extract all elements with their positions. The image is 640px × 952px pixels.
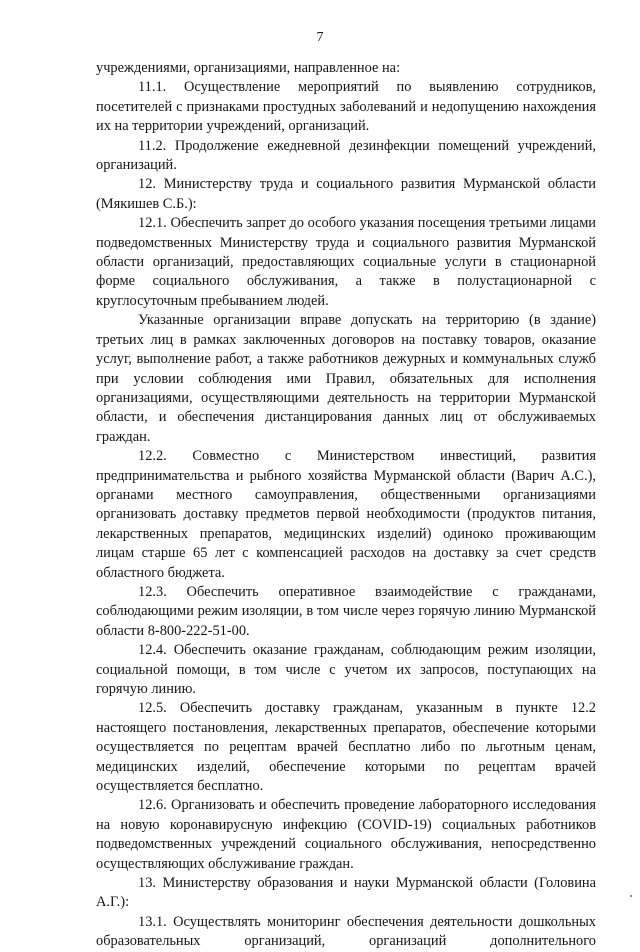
paragraph-13-1: 13.1. Осуществлять мониторинг обеспечения деятельности дошкольных образовательных организаций, организаций дополнительного <box>96 913 596 950</box>
paragraph-11-1: 11.1. Осуществление мероприятий по выявлению сотрудников, посетителей с признаками простудных заболеваний и недопущению нахождения их на территории учреждений, организаций. <box>96 79 596 135</box>
paragraph-continuation: учреждениями, организациями, направленное на: <box>96 60 401 76</box>
paragraph-12: 12. Министерству труда и социального развития Мурманской области (Мякишев С.Б.): <box>96 176 596 212</box>
paragraph-12-2: 12.2. Совместно с Министерством инвестиций, развития предпринимательства и рыбного хозяйства Мурманской области (Варич А.С.), органами местного самоуправления, общественными организациями организовать доставку предметов первой необходимости (продуктов питания, лекарственных препаратов, медицинских изделий) одиноко проживающим лицам старше 65 лет с компенсацией расходов на доставку за счет средств областного бюджета. <box>96 448 596 581</box>
paragraph-13: 13. Министерству образования и науки Мурманской области (Головина А.Г.): <box>96 875 596 911</box>
paragraph-12-1-note: Указанные организации вправе допускать на территорию (в здание) третьих лиц в рамках заключенных договоров на поставку товаров, оказание услуг, выполнение работ, а также работников дежурных и коммунальных служб при условии соблюдения ими Правил, обязательных для исполнения организациями, осуществляющими деятельность на территории Мурманской области, и обеспечения дистанцирования данных лиц от обслуживаемых граждан. <box>96 312 596 445</box>
paragraph-12-4: 12.4. Обеспечить оказание гражданам, соблюдающим режим изоляции, социальной помощи, в том числе с учетом их запросов, поступающих на горячую линию. <box>96 642 596 697</box>
paragraph-12-3: 12.3. Обеспечить оперативное взаимодействие с гражданами, соблюдающими режим изоляции, в том числе через горячую линию Мурманской области 8-800-222-51-00. <box>96 583 596 639</box>
paragraph-11-2: 11.2. Продолжение ежедневной дезинфекции помещений учреждений, организаций. <box>96 137 596 174</box>
page-number: 7 <box>316 30 324 45</box>
paragraph-12-1: 12.1. Обеспечить запрет до особого указания посещения третьими лицами подведомственных Министерству труда и социального развития Мурманской области организаций, предоставляющих социальные услуги в стационарной форме социального обслуживания, а также в полустационарной с круглосуточным пребыванием людей. <box>96 215 596 309</box>
paragraph-12-6: 12.6. Организовать и обеспечить проведение лабораторного исследования на новую коронавирусную инфекцию (COVID-19) социальных работников подведомственных учреждений социального обслуживания, непосредственно осуществляющих обслуживание граждан. <box>96 797 596 872</box>
scan-artifact <box>630 895 632 897</box>
document-body <box>96 59 596 952</box>
paragraph-12-5: 12.5. Обеспечить доставку гражданам, указанным в пункте 12.2 настоящего постановления, лекарственных препаратов, обеспечение которыми осуществляется по рецептам врачей бесплатно либо по льготным ценам, медицинских изделий, обеспечение которыми по рецептам врачей осуществляется бесплатно. <box>96 700 596 795</box>
